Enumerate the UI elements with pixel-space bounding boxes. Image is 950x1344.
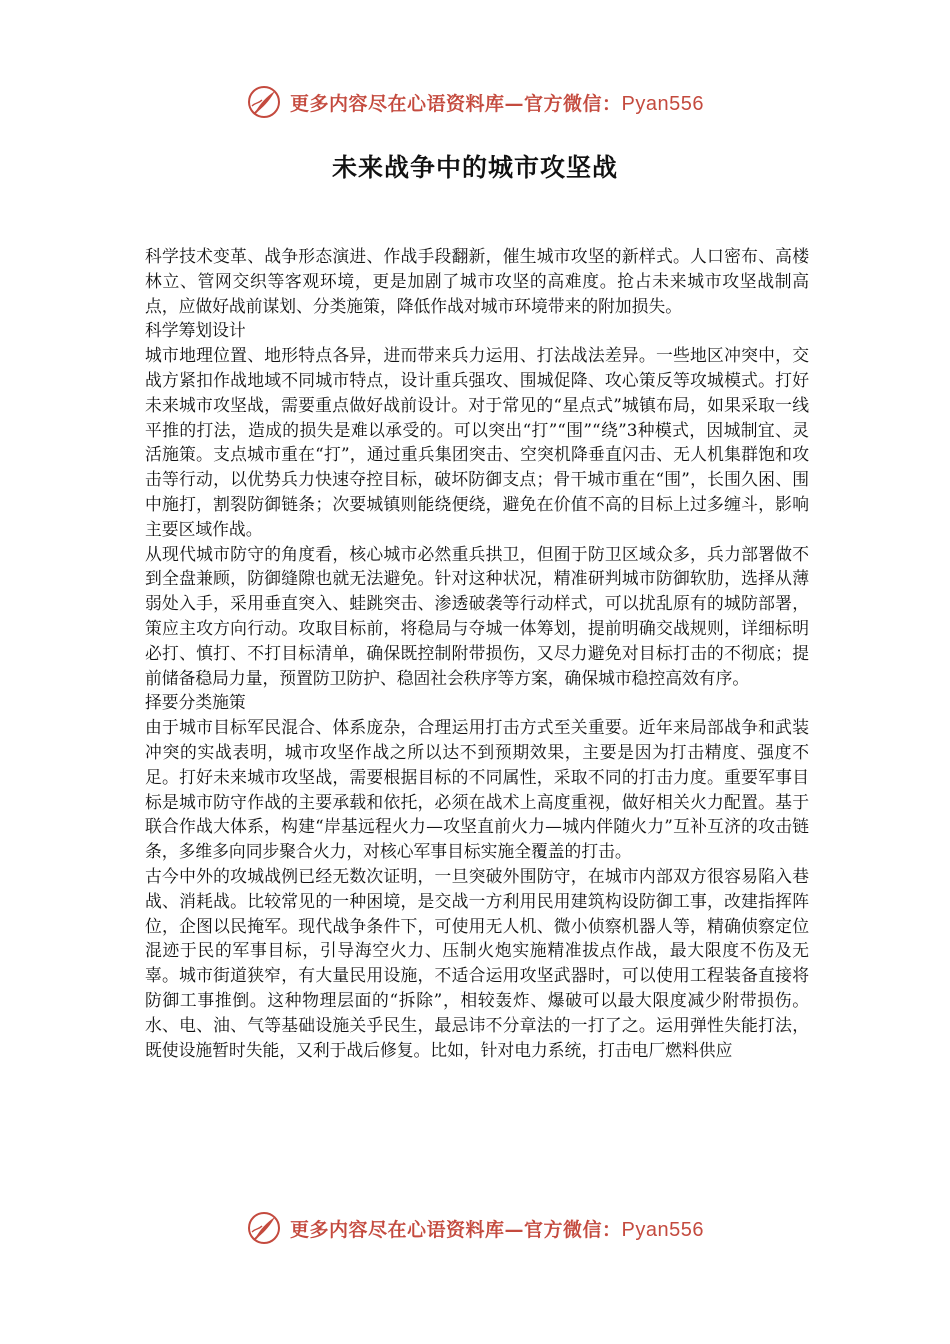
quill-pen-logo-icon <box>246 1210 282 1246</box>
paragraph: 从现代城市防守的角度看，核心城市必然重兵拱卫，但囿于防卫区域众多，兵力部署做不到全盘兼顾，防御缝隙也就无法避免。针对这种状况，精准研判城市防御软肋，选择从薄弱处入手，采用垂直突入、蛙跳突击、渗透破袭等行动样式，可以扰乱原有的城防部署，策应主攻方向行动。攻取目标前，将稳局与夺城一体筹划，提前明确交战规则，详细标明必打、慎打、不打目标清单，确保既控制附带损伤，又尽力避免对目标打击的不彻底；提前储备稳局力量，预置防卫防护、稳固社会秩序等方案，确保城市稳控高效有序。 <box>145 543 809 688</box>
banner-text: 更多内容尽在心语资料库—官方微信：Pyan556 <box>290 92 704 115</box>
header-banner <box>0 82 950 122</box>
section-heading-strategy: 择要分类施策 <box>145 692 246 713</box>
section-heading-planning: 科学筹划设计 <box>145 320 246 341</box>
paragraph-intro: 科学技术变革、战争形态演进、作战手段翻新，催生城市攻坚的新样式。人口密布、高楼林立、管网交织等客观环境，更是加剧了城市攻坚的高难度。抢占未来城市攻坚战制高点，应做好战前谋划、分类施策，降低作战对城市环境带来的附加损失。 <box>145 246 809 316</box>
article-body <box>145 244 809 1062</box>
paragraph: 古今中外的攻城战例已经无数次证明，一旦突破外围防守，在城市内部双方很容易陷入巷战、消耗战。比较常见的一种困境，是交战一方利用民用建筑构设防御工事，改建指挥阵位，企图以民掩军。现代战争条件下，可使用无人机、微小侦察机器人等，精确侦察定位混迹于民的军事目标，引导海空火力、压制火炮实施精准拔点作战，最大限度不伤及无辜。城市街道狭窄，有大量民用设施，不适合运用攻坚武器时，可以使用工程装备直接将防御工事推倒。这种物理层面的“拆除”，相较轰炸、爆破可以最大限度减少附带损伤。水、电、油、气等基础设施关乎民生，最忌讳不分章法的一打了之。运用弹性失能打法，既使设施暂时失能，又利于战后修复。比如，针对电力系统，打击电厂燃料供应 <box>145 865 809 1060</box>
banner-text: 更多内容尽在心语资料库—官方微信：Pyan556 <box>290 1218 704 1241</box>
quill-pen-logo-icon <box>246 84 282 120</box>
footer-banner <box>0 1208 950 1248</box>
banner-handle: Pyan556 <box>621 1218 704 1241</box>
paragraph: 城市地理位置、地形特点各异，进而带来兵力运用、打法战法差异。一些地区冲突中，交战方紧扣作战地域不同城市特点，设计重兵强攻、围城促降、攻心策反等攻城模式。打好未来城市攻坚战，需要重点做好战前设计。对于常见的“星点式”城镇布局，如果采取一线平推的打法，造成的损失是难以承受的。可以突出“打”“围”“绕”3种模式，因城制宜、灵活施策。支点城市重在“打”，通过重兵集团突击、空突机降垂直闪击、无人机集群饱和攻击等行动，以优势兵力快速夺控目标，破坏防御支点；骨干城市重在“围”，长围久困、围中施打，割裂防御链条；次要城镇则能绕便绕，避免在价值不高的目标上过多缠斗，影响主要区域作战。 <box>145 345 809 539</box>
document-title: 未来战争中的城市攻坚战 <box>331 153 618 182</box>
banner-handle: Pyan556 <box>621 92 704 115</box>
paragraph: 由于城市目标军民混合、体系庞杂，合理运用打击方式至关重要。近年来局部战争和武装冲突的实战表明，城市攻坚作战之所以达不到预期效果，主要是因为打击精度、强度不足。打好未来城市攻坚战，需要根据目标的不同属性，采取不同的打击力度。重要军事目标是城市防守作战的主要承载和依托，必须在战术上高度重视，做好相关火力配置。基于联合作战大体系，构建“岸基远程火力—攻坚直前火力—城内伴随火力”互补互济的攻击链条，多维多向同步聚合火力，对核心军事目标实施全覆盖的打击。 <box>145 717 809 862</box>
